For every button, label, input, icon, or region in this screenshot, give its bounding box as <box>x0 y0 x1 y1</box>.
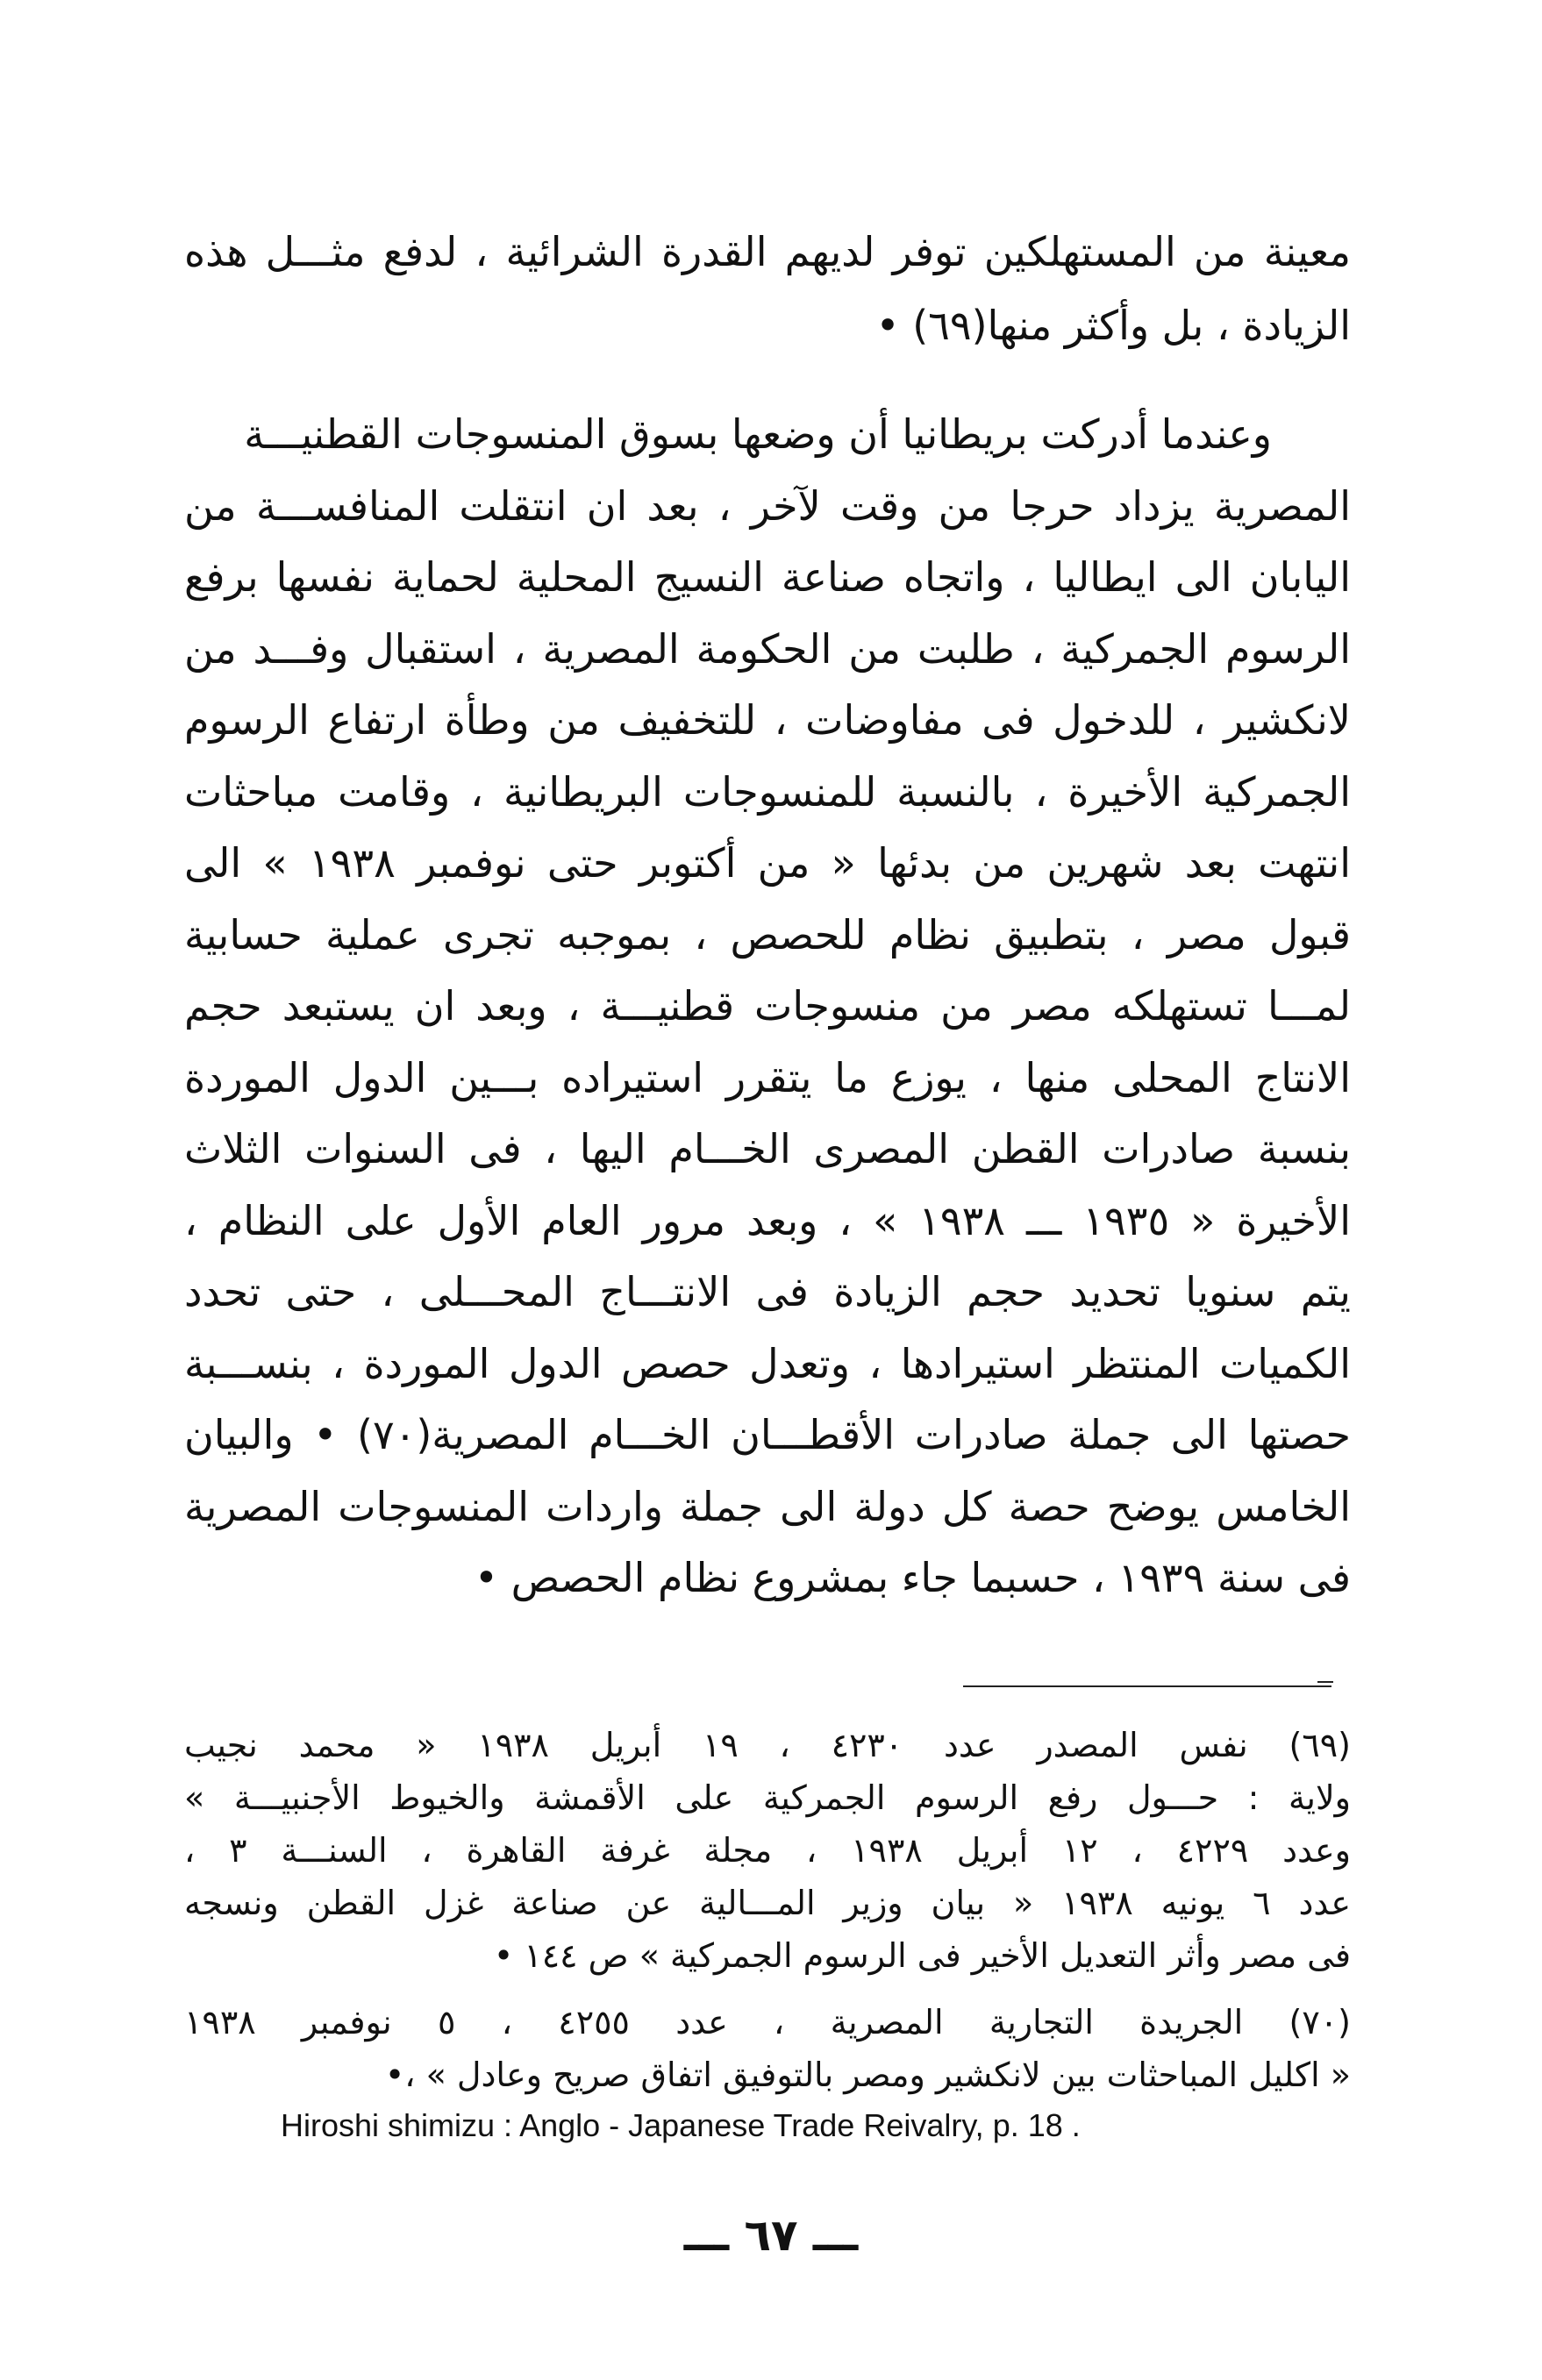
footnote-69-line: ولاية : حـــول رفع الرسوم الجمركية على الأقمشة والخيوط الأجنبيـــة » <box>184 1778 1351 1817</box>
text-line: الزيادة ، بل وأكثر منها(٦٩) • <box>875 302 1351 349</box>
text-line: معينة من المستهلكين توفر لديهم القدرة الشرائية ، لدفع مثـــل هذه <box>184 228 1351 275</box>
footnote-69-line: عدد ٦ يونيه ١٩٣٨ « بيان وزير المـــالية عن صناعة غزل القطن ونسجه <box>184 1884 1351 1922</box>
footnote-latin-reference: Hiroshi shimizu : Anglo - Japanese Trade Reivalry, p. 18 . <box>281 2107 1081 2143</box>
text-line: المصرية يزداد حرجا من وقت لآخر ، بعد ان انتقلت المنافســـة من <box>184 481 1351 530</box>
page-number: ـــ ٦٧ ـــ <box>683 2210 859 2261</box>
text-line: يتم سنويا تحديد حجم الزيادة فى الانتـــاج المحـــلى ، حتى تحدد <box>184 1268 1351 1315</box>
footnote-70-line: « اكليل المباحثات بين لانكشير ومصر بالتوفيق اتفاق صريح وعادل » ،• <box>384 2056 1351 2094</box>
text-line: انتهت بعد شهرين من بدئها « من أكتوبر حتى نوفمبر ١٩٣٨ » الى <box>184 839 1351 887</box>
text-line: الجمركية الأخيرة ، بالنسبة للمنسوجات البريطانية ، وقامت مباحثات <box>184 767 1351 816</box>
footnote-separator <box>963 1685 1331 1687</box>
text-line: الكميات المنتظر استيرادها ، وتعدل حصص الدول الموردة ، بنســـبة <box>184 1339 1351 1387</box>
text-line: حصتها الى جملة صادرات الأقطـــان الخـــام المصرية(٧٠) • والبيان <box>184 1411 1351 1458</box>
text-line: الرسوم الجمركية ، طلبت من الحكومة المصرية ، استقبال وفـــد من <box>184 624 1351 673</box>
footnote-70-line: (٧٠) الجريدة التجارية المصرية ، عدد ٤٢٥٥ ، ٥ نوفمبر ١٩٣٨ <box>184 2003 1351 2042</box>
text-line: اليابان الى ايطاليا ، واتجاه صناعة النسيج المحلية لحماية نفسها برفع <box>184 553 1351 601</box>
text-line: فى سنة ١٩٣٩ ، حسبما جاء بمشروع نظام الحصص • <box>474 1554 1351 1601</box>
text-line: وعندما أدركت بريطانيا أن وضعها بسوق المنسوجات القطنيـــة <box>244 410 1272 458</box>
text-line: لمـــا تستهلكه مصر من منسوجات قطنيـــة ، وبعد ان يستبعد حجم <box>184 982 1351 1030</box>
text-line: الخامس يوضح حصة كل دولة الى جملة واردات المنسوجات المصرية <box>184 1482 1351 1530</box>
text-line: قبول مصر ، بتطبيق نظام للحصص ، بموجبه تجرى عملية حسابية <box>184 910 1351 958</box>
text-line: بنسبة صادرات القطن المصرى الخـــام اليها ، فى السنوات الثلاث <box>184 1125 1351 1172</box>
footnote-gap <box>184 1982 1351 1996</box>
footnote-separator-tick <box>1317 1681 1333 1683</box>
text-line: الانتاج المحلى منها ، يوزع ما يتقرر استيراده بـــين الدول الموردة <box>184 1053 1351 1101</box>
footnote-69-line: (٦٩) نفس المصدر عدد ٤٢٣٠ ، ١٩ أبريل ١٩٣٨ « محمد نجيب <box>184 1726 1351 1764</box>
paragraph-main <box>184 399 1351 1614</box>
footnote-69-line: وعدد ٤٢٢٩ ، ١٢ أبريل ١٩٣٨ ، مجلة غرفة القاهرة ، السنـــة ٣ ، <box>184 1831 1351 1870</box>
footnote-69-line: فى مصر وأثر التعديل الأخير فى الرسوم الجمركية » ص ١٤٤ • <box>493 1936 1351 1975</box>
footnotes <box>184 1719 1351 2101</box>
text-line: الأخيرة « ١٩٣٥ ـــ ١٩٣٨ » ، وبعد مرور العام الأول على النظام ، <box>184 1196 1351 1244</box>
text-line: لانكشير ، للدخول فى مفاوضات ، للتخفيف من وطأة ارتفاع الرسوم <box>184 696 1351 744</box>
paragraph-continuation <box>184 215 1351 362</box>
